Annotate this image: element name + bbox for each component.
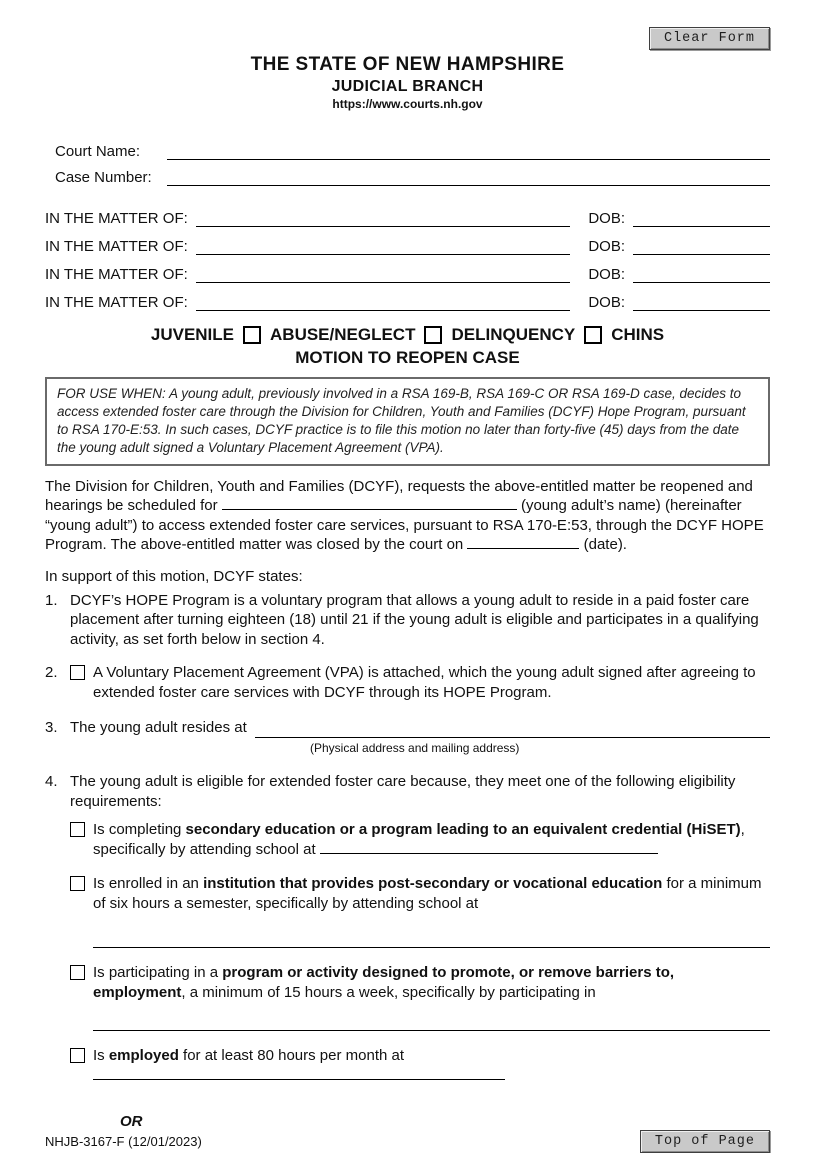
statement-3: [45, 718, 770, 758]
statement-4-text: The young adult is eligible for extended foster care because, they meet one of the following eligibility requirements:: [70, 773, 736, 810]
motion-title: MOTION TO REOPEN CASE: [295, 347, 520, 367]
top-bar: [45, 0, 770, 50]
option-3-pre: Is participating in a: [93, 964, 223, 982]
court-website: https://www.courts.nh.gov: [332, 96, 483, 111]
top-of-page-button[interactable]: Top of Page: [640, 1130, 770, 1153]
page-footer: [45, 1130, 770, 1153]
form-number: NHJB-3167-F (12/01/2023): [45, 1134, 202, 1150]
closed-date-input[interactable]: [467, 536, 579, 549]
eligibility-option-employed: [70, 1046, 770, 1085]
case-number-row: [45, 160, 770, 186]
residence-address-input[interactable]: [255, 722, 770, 738]
statement-4: [45, 772, 770, 1085]
dob-label: DOB:: [588, 293, 625, 311]
eligibility-option-secondary-education: [70, 820, 770, 859]
chins-checkbox[interactable]: [584, 326, 602, 344]
statement-1-number: 1.: [45, 591, 58, 609]
option-3-post: , a minimum of 15 hours a week, specifically by participating in: [181, 983, 596, 1001]
matter-row: [45, 227, 770, 255]
statement-1-text: DCYF’s HOPE Program is a voluntary program that allows a young adult to reside in a paid foster care placement after turning eighteen (18) until 21 if the young adult is eligible and participates in a qualifying activity, as set forth below in section 4.: [70, 591, 759, 648]
matter-row: [45, 199, 770, 227]
court-name-row: [45, 134, 770, 160]
address-caption: (Physical address and mailing address): [310, 740, 520, 755]
option-2-bold: institution that provides post-secondary or vocational education: [203, 875, 663, 893]
statement-3-text: The young adult resides at: [70, 719, 247, 737]
eligibility-option-employment-program: [70, 963, 770, 1031]
for-use-when-notice: [45, 377, 770, 466]
option-3-bold: program or activity designed to promote, or remove barriers to, employment: [93, 964, 675, 1001]
young-adult-name-hint: (young adult’s name): [520, 497, 661, 515]
post-secondary-checkbox[interactable]: [70, 876, 85, 891]
matter-name-input[interactable]: [196, 267, 571, 283]
dob-input[interactable]: [633, 239, 770, 255]
matter-label: IN THE MATTER OF:: [45, 293, 188, 311]
court-info-block: [45, 134, 770, 186]
statement-4-number: 4.: [45, 773, 58, 791]
closed-date-hint: (date).: [583, 536, 627, 554]
clear-form-button[interactable]: Clear Form: [649, 27, 770, 50]
post-secondary-school-input[interactable]: [93, 947, 770, 948]
matter-label: IN THE MATTER OF:: [45, 209, 188, 227]
employment-program-input[interactable]: [93, 1030, 770, 1031]
dob-label: DOB:: [588, 209, 625, 227]
employment-program-checkbox[interactable]: [70, 965, 85, 980]
case-number-label: Case Number:: [55, 168, 152, 186]
matter-name-input[interactable]: [196, 295, 571, 311]
abuse-neglect-checkbox[interactable]: [243, 326, 261, 344]
branch-title: JUDICIAL BRANCH: [331, 77, 484, 95]
secondary-school-input[interactable]: [320, 841, 658, 854]
parties-block: [45, 199, 770, 311]
delinquency-checkbox[interactable]: [424, 326, 442, 344]
statement-2-text: A Voluntary Placement Agreement (VPA) is attached, which the young adult signed after agreeing to extended foster care services with DCYF through its HOPE Program.: [93, 664, 756, 701]
dob-input[interactable]: [633, 267, 770, 283]
delinquency-label: DELINQUENCY: [451, 324, 576, 344]
request-text-2: (hereinafter “young adult”) to access extended foster care services, pursuant to RSA 170-E:53, through the DCYF HOPE Program. The above-entitled matter was closed by the court on: [45, 497, 764, 554]
matter-label: IN THE MATTER OF:: [45, 265, 188, 283]
statement-2-number: 2.: [45, 664, 58, 682]
dob-input[interactable]: [633, 211, 770, 227]
option-1-bold: secondary education or a program leading to an equivalent credential (HiSET): [185, 821, 741, 839]
court-name-input[interactable]: [167, 144, 770, 160]
juvenile-label: JUVENILE: [150, 324, 235, 344]
option-4-bold: employed: [108, 1047, 179, 1065]
or-separator: OR: [120, 1113, 143, 1131]
employer-input[interactable]: [93, 1067, 505, 1080]
form-title: [45, 325, 770, 368]
matter-name-input[interactable]: [196, 239, 571, 255]
statement-3-number: 3.: [45, 719, 58, 737]
case-number-input[interactable]: [167, 170, 770, 186]
state-title: THE STATE OF NEW HAMPSHIRE: [250, 54, 565, 75]
case-type-row: [45, 325, 770, 345]
young-adult-name-input[interactable]: [222, 497, 517, 510]
statement-2: [45, 663, 770, 702]
court-name-label: Court Name:: [55, 142, 141, 160]
matter-row: [45, 255, 770, 283]
eligibility-option-post-secondary: [70, 874, 770, 948]
matter-name-input[interactable]: [196, 211, 571, 227]
request-paragraph: [45, 477, 770, 555]
matter-row: [45, 283, 770, 311]
support-intro: In support of this motion, DCYF states:: [45, 567, 303, 585]
option-4-pre: Is: [93, 1047, 109, 1065]
statement-1: [45, 591, 770, 650]
vpa-attached-checkbox[interactable]: [70, 665, 85, 680]
option-1-pre: Is completing: [93, 821, 186, 839]
option-2-post: for a minimum of six hours a semester, specifically by attending school at: [93, 875, 762, 912]
dob-label: DOB:: [588, 237, 625, 255]
page-header: [45, 53, 770, 112]
dob-label: DOB:: [588, 265, 625, 283]
dob-input[interactable]: [633, 295, 770, 311]
chins-label: CHINS: [611, 324, 665, 344]
option-2-pre: Is enrolled in an: [93, 875, 204, 893]
request-text-1: The Division for Children, Youth and Families (DCYF), requests the above-entitled matter be reopened and hearings be scheduled for: [45, 477, 753, 515]
option-1-post: , specifically by attending school at: [93, 821, 745, 858]
notice-text: FOR USE WHEN: A young adult, previously involved in a RSA 169-B, RSA 169-C OR RSA 169-D case, decides to access extended foster care through the Division for Children, Youth and Families (DCYF) Hope Program, pursuant to RSA 170-E:53. In such cases, DCYF practice is to file this motion no later than forty-five (45) days from the date the young adult signed a Voluntary Placement Agreement (VPA).: [57, 385, 746, 455]
option-4-post: for at least 80 hours per month at: [178, 1047, 404, 1065]
matter-label: IN THE MATTER OF:: [45, 237, 188, 255]
secondary-education-checkbox[interactable]: [70, 822, 85, 837]
abuse-neglect-label: ABUSE/NEGLECT: [270, 324, 416, 344]
